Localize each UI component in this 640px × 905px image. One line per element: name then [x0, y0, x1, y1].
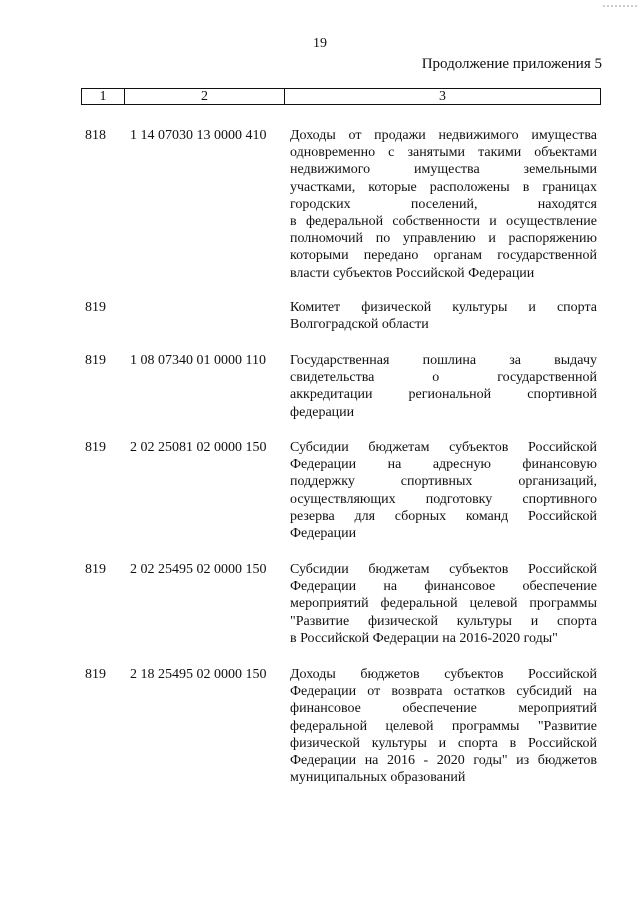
description-line: федеральной целевой программы "Развитие — [290, 718, 597, 734]
admin-code-cell: 819 — [85, 562, 106, 577]
description-line: в федеральной собственности и осуществление — [290, 214, 597, 230]
admin-code-cell: 819 — [85, 440, 106, 455]
description-line: Доходы бюджетов субъектов Российской — [290, 667, 597, 682]
description-line: "Развитие физической культуры и спорта — [290, 613, 597, 629]
description-line: Федерации на финансовое обеспечение — [290, 579, 597, 595]
description-line: Субсидии бюджетам субъектов Российской — [290, 440, 597, 455]
corner-mark — [601, 0, 640, 9]
description-line: финансовое обеспечение мероприятий — [290, 701, 597, 717]
budget-code-cell: 2 18 25495 02 0000 150 — [130, 667, 267, 682]
description-line: аккредитации региональной спортивной — [290, 387, 597, 403]
description-line: Федерации на адресную финансовую — [290, 457, 597, 473]
description-line: Федерации от возврата остатков субсидий на — [290, 684, 597, 700]
description-line: Волгоградской области — [290, 317, 429, 333]
admin-code-cell: 819 — [85, 667, 106, 682]
description-line: Федерации — [290, 526, 357, 542]
description-line: в Российской Федерации на 2016-2020 годы" — [290, 630, 558, 646]
description-cell — [290, 439, 597, 542]
budget-code-cell: 2 02 25081 02 0000 150 — [130, 440, 267, 455]
table-header-cell: 3 — [284, 89, 600, 104]
description-line: физической культуры и спорта в Российской — [290, 735, 597, 751]
budget-code-cell: 1 08 07340 01 0000 110 — [130, 353, 266, 368]
description-line: Государственная пошлина за выдачу — [290, 353, 597, 368]
admin-code-cell: 819 — [85, 353, 106, 368]
description-line: полномочий по управлению и распоряжению — [290, 231, 597, 247]
description-line: муниципальных образований — [290, 770, 466, 786]
description-line: резерва для сборных команд Российской — [290, 508, 597, 524]
appendix-continuation-note: Продолжение приложения 5 — [421, 56, 602, 72]
description-line: одновременно с занятыми такими объектами — [290, 145, 597, 161]
description-line: федерации — [290, 404, 355, 420]
budget-code-cell: 1 14 07030 13 0000 410 — [130, 128, 267, 143]
description-line: поддержку спортивных организаций, — [290, 474, 597, 490]
table-header-cell: 2 — [124, 89, 284, 104]
description-cell — [290, 561, 597, 647]
admin-code-cell: 818 — [85, 128, 106, 143]
description-line: мероприятий федеральной целевой программы — [290, 596, 597, 612]
admin-code-cell: 819 — [85, 300, 106, 315]
description-line: Доходы от продажи недвижимого имущества — [290, 128, 597, 143]
description-line: власти субъектов Российской Федерации — [290, 265, 535, 281]
budget-code-cell: 2 02 25495 02 0000 150 — [130, 562, 267, 577]
description-line: участками, которые расположены в границах — [290, 179, 597, 195]
table-header-cell: 1 — [99, 88, 107, 104]
description-line: недвижимого имущества земельными — [290, 162, 597, 178]
description-cell — [290, 299, 597, 333]
description-line: Комитет физической культуры и спорта — [290, 300, 597, 315]
description-cell — [290, 666, 597, 786]
description-line: городских поселений, находятся — [290, 196, 597, 212]
description-line: Федерации на 2016 - 2020 годы" из бюджетов — [290, 753, 597, 769]
description-cell — [290, 127, 597, 282]
page-number: 19 — [313, 36, 327, 51]
table-header-row — [81, 88, 601, 105]
description-line: осуществляющих подготовку спортивного — [290, 491, 597, 507]
description-line: Субсидии бюджетам субъектов Российской — [290, 562, 597, 577]
description-line: которыми передано органам государственной — [290, 248, 597, 264]
description-line: свидетельства о государственной — [290, 370, 597, 386]
description-cell — [290, 352, 597, 421]
